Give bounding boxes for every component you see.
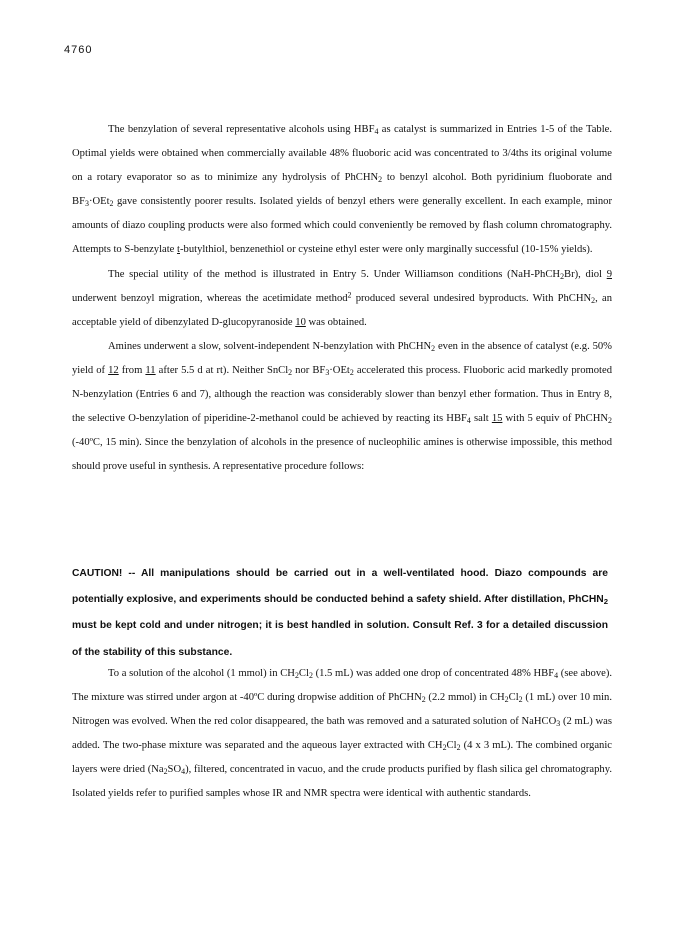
subscript: 2 bbox=[163, 767, 168, 777]
text-run: ·OEt bbox=[88, 196, 110, 208]
compound-ref-10: 10 bbox=[295, 316, 306, 328]
text-run: To a solution of the alcohol (1 mmol) in CH bbox=[108, 668, 295, 679]
text-run: (4 x 3 mL). The combined organic layers were dried (Na bbox=[72, 740, 612, 776]
body-text bbox=[72, 118, 612, 479]
footnote-ref: 2 bbox=[347, 290, 352, 300]
subscript: 2 bbox=[308, 670, 313, 680]
text-run: The benzylation of several representative alcohols using HBF bbox=[108, 124, 375, 135]
text-run: gave consistently poorer results. Isolated yields of benzyl ethers were generally excellent. In each example, minor amounts of diazo coupling products were also formed which could conveniently be removed by flash column chromatography. Attempts to S-benzylate bbox=[72, 196, 612, 256]
text-run: Cl bbox=[508, 692, 519, 704]
text-run: ·OEt bbox=[329, 364, 350, 376]
subscript: 2 bbox=[294, 670, 299, 680]
subscript: 2 bbox=[288, 367, 293, 377]
subscript: 4 bbox=[181, 767, 186, 777]
text-run: -butylthiol, benzenethiol or cysteine ethyl ester were only marginally successful (10-15% yields). bbox=[180, 244, 593, 256]
text-run: Amines underwent a slow, solvent-independent N-benzylation with PhCHN bbox=[108, 340, 432, 352]
subscript: 2 bbox=[442, 743, 447, 753]
subscript: 2 bbox=[603, 597, 608, 607]
paragraph-amines bbox=[72, 335, 612, 480]
subscript: 2 bbox=[608, 416, 613, 426]
subscript: 2 bbox=[378, 175, 383, 185]
text-run: nor BF bbox=[292, 364, 326, 376]
text-run: produced several undesired byproducts. With PhCHN bbox=[351, 292, 592, 304]
text-run: (2.2 mmol) in CH bbox=[425, 692, 505, 704]
subscript: 2 bbox=[518, 695, 523, 705]
text-run: (-40ºC, 15 min). Since the benzylation of alcohols in the presence of nucleophilic amines is otherwise impossible, this method should prove useful in synthesis. A representative procedure follows: bbox=[72, 437, 612, 473]
text-run: even in the absence of catalyst (e.g. 50% yield of bbox=[72, 340, 612, 376]
text-run: after 5.5 d at rt). Neither SnCl bbox=[155, 364, 289, 376]
text-run: was obtained. bbox=[305, 316, 367, 328]
subscript: 2 bbox=[504, 695, 509, 705]
text-run: to benzyl alcohol. Both pyridinium fluoborate and BF bbox=[72, 172, 612, 208]
text-run: with 5 equiv of PhCHN bbox=[502, 413, 609, 425]
subscript: 2 bbox=[591, 295, 596, 305]
subscript: 3 bbox=[325, 367, 330, 377]
text-run: (2 mL) was added. The two-phase mixture was separated and the aqueous layer extracted with CH bbox=[72, 716, 613, 752]
text-run: The special utility of the method is illustrated in Entry 5. Under Williamson conditions (NaH-PhCH bbox=[108, 268, 561, 280]
subscript: 4 bbox=[554, 670, 559, 680]
subscript: 2 bbox=[456, 743, 461, 753]
text-run: Cl bbox=[446, 740, 457, 752]
compound-ref-12: 12 bbox=[108, 364, 119, 376]
subscript: 2 bbox=[421, 695, 426, 705]
subscript: 3 bbox=[84, 199, 89, 209]
text-run: accelerated this process. Fluoboric acid markedly promoted N-benzylation (Entries 6 and 7), although the reaction was considerably slower than benzyl ether formation. Thus in Entry 8, the selective O-benzylation of piperidine-2-methanol could be achieved by reacting its HBF bbox=[72, 364, 612, 425]
compound-ref-11: 11 bbox=[145, 364, 156, 376]
subscript: 2 bbox=[431, 343, 436, 353]
paragraph-special-utility bbox=[72, 263, 612, 335]
text-run: from bbox=[118, 364, 146, 376]
text-run: salt bbox=[470, 413, 492, 425]
t-prefix: t bbox=[177, 244, 180, 256]
subscript: 2 bbox=[109, 199, 114, 209]
subscript: 2 bbox=[349, 367, 354, 377]
text-run: ), filtered, concentrated in vacuo, and the crude products purified by flash silica gel chromatography. Isolated yields refer to purified samples whose IR and NMR spectra were identical with authentic standards. bbox=[72, 764, 612, 800]
text-run: CAUTION! -- All manipulations should be carried out in a well-ventilated hood. Diazo compounds are potentially explosive, and experiments should be conducted behind a safety shield. After distillation, PhCHN bbox=[72, 568, 608, 606]
compound-ref-9: 9 bbox=[606, 268, 612, 280]
page-number: 4760 bbox=[64, 44, 93, 56]
paragraph-procedure bbox=[72, 662, 612, 807]
text-run: underwent benzoyl migration, whereas the acetimidate method bbox=[72, 292, 348, 304]
paragraph-benzylation bbox=[72, 118, 612, 263]
text-run: , an acceptable yield of dibenzylated D-glucopyranoside bbox=[72, 292, 612, 328]
text-run: SO bbox=[167, 764, 182, 776]
text-run: Br), diol bbox=[564, 268, 607, 280]
text-run: (1.5 mL) was added one drop of concentrated 48% HBF bbox=[312, 668, 555, 679]
subscript: 4 bbox=[374, 126, 379, 136]
subscript: 3 bbox=[556, 719, 561, 729]
text-run: (see above). The mixture was stirred under argon at -40ºC during dropwise addition of PhCHN bbox=[72, 668, 612, 704]
procedure-text bbox=[72, 662, 612, 807]
subscript: 2 bbox=[560, 271, 565, 281]
caution-notice bbox=[72, 561, 608, 666]
text-run: Cl bbox=[298, 668, 309, 679]
subscript: 4 bbox=[466, 416, 471, 426]
compound-ref-15: 15 bbox=[491, 413, 503, 425]
text-run: (1 mL) over 10 min. Nitrogen was evolved. When the red color disappeared, the bath was removed and a saturated solution of NaHCO bbox=[72, 692, 612, 728]
text-run: as catalyst is summarized in Entries 1-5 of the Table. Optimal yields were obtained when commercially available 48% fluoboric acid was concentrated to 3/4ths its original volume on a rotary evaporator so as to minimize any hydrolysis of PhCHN bbox=[72, 124, 612, 184]
text-run: must be kept cold and under nitrogen; it is best handled in solution. Consult Ref. 3 for a detailed discussion of the stability of this substance. bbox=[72, 620, 608, 658]
